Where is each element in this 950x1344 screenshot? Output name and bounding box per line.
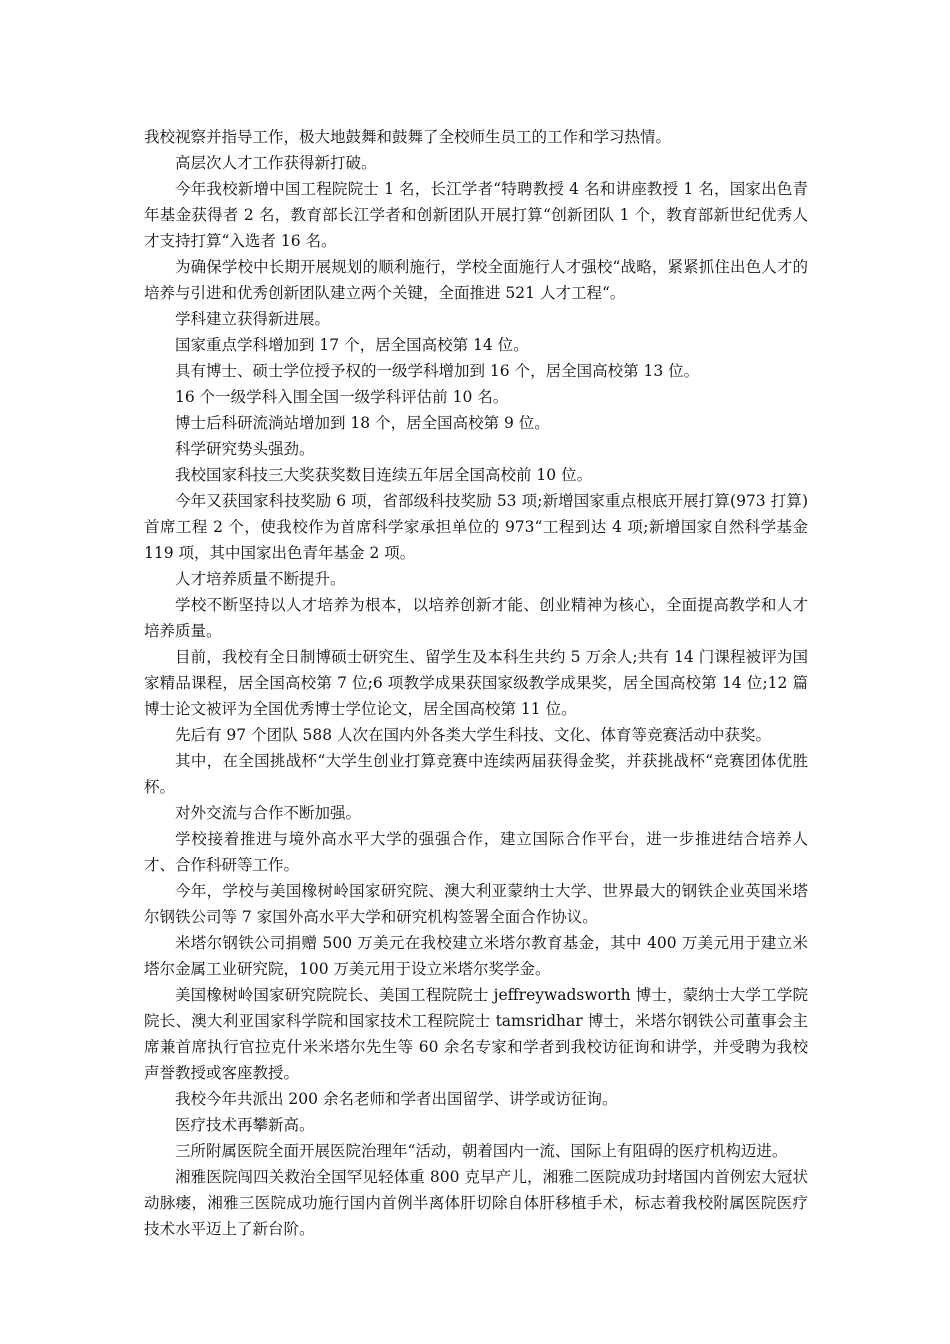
paragraph: 其中，在全国挑战杯“大学生创业打算竞赛中连续两届获得金奖，并获挑战杯“竞赛团体优胜杯。 bbox=[144, 752, 808, 796]
section-heading-exchange: 对外交流与合作不断加强。 bbox=[175, 804, 362, 822]
paragraph: 我校今年共派出 200 余名老师和学者出国留学、讲学或访征询。 bbox=[175, 1090, 618, 1108]
paragraph: 三所附属医院全面开展医院治理年“活动，朝着国内一流、国际上有阻碍的医疗机构迈进。 bbox=[175, 1142, 788, 1160]
section-heading-discipline: 学科建立获得新进展。 bbox=[175, 310, 331, 328]
paragraph: 学校不断坚持以人才培养为根本，以培养创新才能、创业精神为核心，全面提高教学和人才培养质量。 bbox=[144, 596, 808, 640]
paragraph: 我校视察并指导工作，极大地鼓舞和鼓舞了全校师生员工的工作和学习热情。 bbox=[144, 128, 672, 146]
paragraph: 今年我校新增中国工程院院士 1 名，长江学者“特聘教授 4 名和讲座教授 1 名，国家出色青年基金获得者 2 名，教育部长江学者和创新团队开展打算“创新团队 1 个，教育部新世纪优秀人才支持打算“入选者 16 名。 bbox=[144, 180, 808, 250]
section-heading-education: 人才培养质量不断提升。 bbox=[175, 570, 346, 588]
section-heading-medical: 医疗技术再攀新高。 bbox=[175, 1116, 315, 1134]
paragraph: 先后有 97 个团队 588 人次在国内外各类大学生科技、文化、体育等竞赛活动中获奖。 bbox=[175, 726, 772, 744]
document-body bbox=[144, 124, 808, 1242]
paragraph: 具有博士、硕士学位授予权的一级学科增加到 16 个，居全国高校第 13 位。 bbox=[175, 362, 700, 380]
paragraph: 今年，学校与美国橡树岭国家研究院、澳大利亚蒙纳士大学、世界最大的钢铁企业英国米塔尔钢铁公司等 7 家国外高水平大学和研究机构签署全面合作协议。 bbox=[144, 882, 808, 926]
paragraph: 美国橡树岭国家研究院院长、美国工程院院士 jeffreywadsworth 博士，蒙纳士大学工学院院长、澳大利亚国家科学院和国家技术工程院院士 tamsridhar 博士，米塔尔钢铁公司董事会主席兼首席执行官拉克什米米塔尔先生等 60 余名专家和学者到我校访征询和讲学，并受聘为我校声誉教授或客座教授。 bbox=[144, 986, 808, 1082]
paragraph: 国家重点学科增加到 17 个，居全国高校第 14 位。 bbox=[175, 336, 529, 354]
paragraph: 米塔尔钢铁公司捐赠 500 万美元在我校建立米塔尔教育基金，其中 400 万美元用于建立米塔尔金属工业研究院，100 万美元用于设立米塔尔奖学金。 bbox=[144, 934, 808, 978]
section-heading-research: 科学研究势头强劲。 bbox=[175, 440, 315, 458]
paragraph: 学校接着推进与境外高水平大学的强强合作，建立国际合作平台，进一步推进结合培养人才、合作科研等工作。 bbox=[144, 830, 808, 874]
paragraph: 今年又获国家科技奖励 6 项，省部级科技奖励 53 项;新增国家重点根底开展打算(973 打算)首席工程 2 个，使我校作为首席科学家承担单位的 973“工程到达 4 项;新增国家自然科学基金 119 项，其中国家出色青年基金 2 项。 bbox=[144, 492, 808, 562]
paragraph: 博士后科研流淌站增加到 18 个，居全国高校第 9 位。 bbox=[175, 414, 550, 432]
paragraph: 我校国家科技三大奖获奖数目连续五年居全国高校前 10 位。 bbox=[175, 466, 593, 484]
section-heading-talent: 高层次人才工作获得新打破。 bbox=[175, 154, 377, 172]
paragraph: 为确保学校中长期开展规划的顺利施行，学校全面施行人才强校“战略，紧紧抓住出色人才的培养与引进和优秀创新团队建立两个关键，全面推进 521 人才工程“。 bbox=[144, 258, 808, 302]
paragraph: 16 个一级学科入围全国一级学科评估前 10 名。 bbox=[175, 388, 509, 406]
paragraph: 目前，我校有全日制博硕士研究生、留学生及本科生共约 5 万余人;共有 14 门课程被评为国家精品课程，居全国高校第 7 位;6 项教学成果获国家级教学成果奖，居全国高校第 14 位;12 篇博士论文被评为全国优秀博士学位论文，居全国高校第 11 位。 bbox=[144, 648, 808, 718]
paragraph: 湘雅医院闯四关救治全国罕见轻体重 800 克早产儿，湘雅二医院成功封堵国内首例宏大冠状动脉瘘，湘雅三医院成功施行国内首例半离体肝切除自体肝移植手术，标志着我校附属医院医疗技术水平迈上了新台阶。 bbox=[144, 1168, 808, 1238]
